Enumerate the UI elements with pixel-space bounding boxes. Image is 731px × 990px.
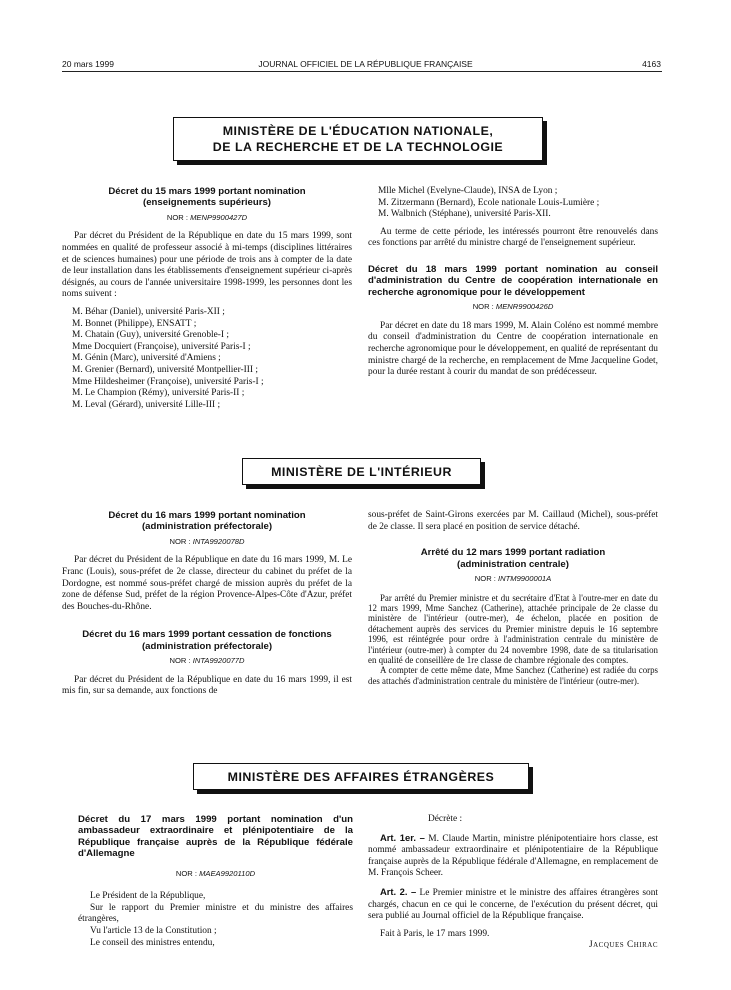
decret-cessation-body: Par décret du Président de la République en date du 16 mars 1999, il est mis fin, sur sa demande, aux fonctions de <box>62 674 352 697</box>
nominee-item: M. Le Champion (Rémy), université Paris-II ; <box>72 388 245 399</box>
decret-cessation-continued <box>368 510 658 686</box>
nominee-item: Mme Docquiert (Françoise), université Paris-I ; <box>72 341 251 352</box>
decret-ambassadeur-articles <box>368 814 658 952</box>
decret-enseignement-continued <box>368 186 658 379</box>
nominee-item: M. Béhar (Daniel), université Paris-XII ; <box>72 306 225 317</box>
ministry-education-box <box>173 117 543 161</box>
preamble-line: Le conseil des ministres entendu, <box>90 937 215 948</box>
header-page-number: 4163 <box>642 59 661 69</box>
ministry-interieur-label: MINISTÈRE DE L'INTÉRIEUR <box>271 464 452 479</box>
ministry-education-line1: MINISTÈRE DE L'ÉDUCATION NATIONALE, <box>222 124 494 138</box>
decret-ambassadeur-title: Décret du 17 mars 1999 portant nomination d'un ambassadeur extraordinaire et plénipotentiaire de la République française auprès de la République fédérale d'Allemagne <box>78 814 353 860</box>
signature-jacques-chirac: Jacques Chirac <box>588 940 658 951</box>
decret-cessation-title: Décret du 16 mars 1999 portant cessation de fonctions (administration préfectorale) <box>82 629 332 652</box>
decret-ambassadeur-section <box>78 814 353 949</box>
header-journal-title: JOURNAL OFFICIEL DE LA RÉPUBLIQUE FRANÇAISE <box>258 59 473 69</box>
nominee-item: M. Walbnich (Stéphane), université Paris-XII. <box>378 209 551 220</box>
preamble-line: Sur le rapport du Premier ministre et du ministre des affaires étrangères, <box>78 902 353 925</box>
nominee-item: M. Génin (Marc), université d'Amiens ; <box>72 353 221 364</box>
decret-enseignement-section <box>62 186 352 411</box>
nominee-item: M. Bonnet (Philippe), ENSATT ; <box>72 318 197 329</box>
fait-a-paris: Fait à Paris, le 17 mars 1999. <box>380 928 490 939</box>
arrete-radiation-nor: NOR : INTM9900001A <box>474 574 552 583</box>
header-date: 20 mars 1999 <box>62 59 114 69</box>
decret-ambassadeur-nor: NOR : MAEA9920110D <box>175 868 256 878</box>
decret-enseignement-nor: NOR : MENP9900427D <box>166 212 248 222</box>
nominee-item: M. Chatain (Guy), université Grenoble-I ; <box>72 330 229 341</box>
decret-cirad-title: Décret du 18 mars 1999 portant nomination au conseil d'administration du Centre de coopération internationale en recherche agronomique pour le développement <box>368 263 658 298</box>
nominee-item: Mlle Michel (Evelyne-Claude), INSA de Lyon ; <box>378 186 558 196</box>
preamble-line: Le Président de la République, <box>90 891 206 902</box>
decret-cessation-nor: NOR : INTA9920077D <box>169 656 245 666</box>
decret-enseignement-body: Par décret du Président de la République en date du 15 mars 1999, sont nommées en qualité de professeur associé à mi-temps (disciplines littéraires et de sciences humaines) pour une période de trois ans à compter de la date de leur installation dans les établissements d'enseignement supérieur ci-après désignés, au cours de l'année universitaire 1998-1999, les personnes dont les noms suivent : <box>62 231 352 300</box>
nominee-item: M. Zitzermann (Bernard), Ecole nationale Louis-Lumière ; <box>378 197 600 208</box>
decret-nomination-prefectorale-title: Décret du 16 mars 1999 portant nomination (administration préfectorale) <box>108 510 306 533</box>
arrete-radiation-body1: Par arrêté du Premier ministre et du secrétaire d'Etat à l'outre-mer en date du 12 mars 1999, Mme Sanchez (Catherine), attachée principale de 2e classe du ministère de l'intérieur (outre-mer), 4e échelon, placée en position de détachement auprès des services du Premier ministre depuis le 16 septembre 1996, est réintégrée pour ordre à l'administration centrale du ministère de l'intérieur (outre-mer) à compter du 24 novembre 1998, date de sa titularisation en qualité de conseillère de 1re classe de chambre régionale des comptes. <box>368 592 658 666</box>
ministry-interieur-box <box>242 458 481 485</box>
decrete-label: Décrète : <box>428 814 463 824</box>
article-1: Art. 1er. – M. Claude Martin, ministre plénipotentiaire hors classe, est nommé ambassadeur extraordinaire et plénipotentiaire de la République française auprès de la République fédérale d'Allemagne, en remplacement de M. François Scheer. <box>368 831 659 879</box>
decret-nomination-prefectorale-nor: NOR : INTA9920078D <box>169 536 245 546</box>
ministry-affaires-etrangeres-label: MINISTÈRE DES AFFAIRES ÉTRANGÈRES <box>227 769 495 784</box>
decret-cirad-nor: NOR : MENR9900426D <box>472 302 554 312</box>
preamble-line: Vu l'article 13 de la Constitution ; <box>90 926 217 936</box>
decret-ambassadeur-preamble <box>78 891 353 949</box>
ministry-affaires-etrangeres-box <box>193 763 529 790</box>
decret-cessation-continued-text: sous-préfet de Saint-Girons exercées par M. Caillaud (Michel), sous-préfet de 2e classe. Il sera placé en position de service détaché. <box>368 510 658 532</box>
nominee-item: M. Leval (Gérard), université Lille-III ; <box>72 399 221 410</box>
decret-nomination-prefectorale-section <box>62 510 352 698</box>
nominee-item: M. Grenier (Bernard), université Montpellier-III ; <box>72 364 258 375</box>
decret-cirad-body: Par décret en date du 18 mars 1999, M. Alain Coléno est nommé membre du conseil d'administration du Centre de coopération internationale en recherche agronomique pour le développement, en qualité de représentant du ministre chargé de la recherche, en remplacement de Mme Jacqueline Godet, pour la durée restant à courir du mandat de son prédécesseur. <box>368 320 658 378</box>
nominee-list <box>62 307 352 411</box>
ministry-education-line2: DE LA RECHERCHE ET DE LA TECHNOLOGIE <box>212 140 504 154</box>
article-2: Art. 2. – Le Premier ministre et le ministre des affaires étrangères sont chargés, chacun en ce qui le concerne, de l'exécution du présent décret, qui sera publié au Journal officiel de la République française. <box>368 885 658 922</box>
nominee-list-continued <box>368 186 658 221</box>
decret-enseignement-title: Décret du 15 mars 1999 portant nomination (enseignements supérieurs) <box>108 186 306 209</box>
header-rule <box>62 71 662 72</box>
arrete-radiation-title: Arrêté du 12 mars 1999 portant radiation (administration centrale) <box>420 547 606 570</box>
decret-nomination-prefectorale-body: Par décret du Président de la République en date du 16 mars 1999, M. Le Franc (Louis), sous-préfet de 2e classe, directeur du cabinet du préfet de la Dordogne, est nommé sous-préfet chargé de mission auprès du préfet de la zone de défense Sud, préfet de la région Provence-Alpes-Côte d'Azur, préfet des Bouches-du-Rhône. <box>62 555 352 612</box>
arrete-radiation-body2: A compter de cette même date, Mme Sanchez (Catherine) est radiée du corps des attachés d'administration centrale du ministère de l'intérieur (outre-mer). <box>368 665 658 686</box>
decret-enseignement-closing: Au terme de cette période, les intéressés pourront être renouvelés dans ces fonctions par arrêté du ministre chargé de l'enseignement supérieur. <box>368 226 658 249</box>
nominee-item: Mme Hildesheimer (Françoise), université Paris-I ; <box>72 376 264 387</box>
